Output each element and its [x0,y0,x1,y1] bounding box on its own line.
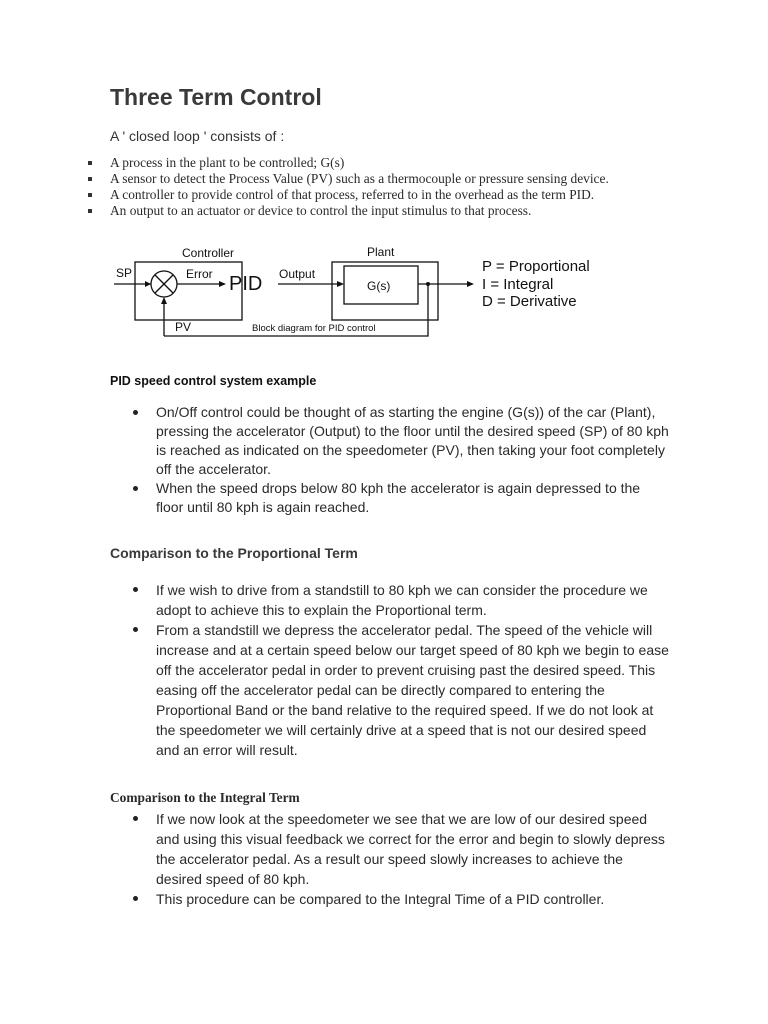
gs-label: G(s) [367,279,391,293]
plant-label: Plant [367,245,395,259]
page-title: Three Term Control [110,84,322,110]
list-item: When the speed drops below 80 kph the accelerator is again depressed to the floor until 80 kph is again reached. [130,479,670,517]
list-item: A sensor to detect the Process Value (PV) such as a thermocouple or pressure sensing device. [88,171,668,187]
pid-block-diagram [112,240,612,340]
controller-label: Controller [182,246,235,260]
proportional-list [130,580,670,760]
pid-label: PID [229,273,263,295]
list-item: A process in the plant to be controlled; G(s) [88,155,668,171]
list-item: An output to an actuator or device to control the input stimulus to that process. [88,203,668,219]
list-item: If we now look at the speedometer we see that we are low of our desired speed and using this visual feedback we correct for the error and begin to slowly depress the accelerator pedal. As a result our speed slowly increases to achieve the desired speed of 80 kph. [130,809,670,889]
list-item: From a standstill we depress the accelerator pedal. The speed of the vehicle will increase and at a certain speed below our target speed of 80 kph we begin to ease off the accelerator pedal in order to prevent cruising past the desired speed. This easing off the accelerator pedal can be directly compared to entering the Proportional Band or the band relative to the required speed. If we do not look at the speedometer we will certainly drive at a speed that is not our desired speed and an error will result. [130,620,670,760]
integral-list [130,809,670,909]
example-list [130,403,670,517]
sp-label: SP [116,266,133,280]
legend-d: D = Derivative [482,293,577,310]
pv-label: PV [175,320,192,334]
diagram-caption: Block diagram for PID control [252,323,376,334]
integral-heading: Comparison to the Integral Term [110,790,300,805]
legend-i: I = Integral [482,276,554,293]
list-item: On/Off control could be thought of as starting the engine (G(s)) of the car (Plant), pressing the accelerator (Output) to the floor until the desired speed (SP) of 80 kph is reached as indicated on the speedometer (PV), then taking your foot completely off the accelerator. [130,403,670,479]
intro-text: A ' closed loop ' consists of : [110,128,285,144]
error-label: Error [186,267,213,281]
list-item: If we wish to drive from a standstill to 80 kph we can consider the procedure we adopt to achieve this to explain the Proportional term. [130,580,670,620]
list-item: This procedure can be compared to the Integral Time of a PID controller. [130,889,670,909]
components-list [88,155,668,219]
proportional-heading: Comparison to the Proportional Term [110,545,358,561]
list-item: A controller to provide control of that process, referred to in the overhead as the term PID. [88,187,668,203]
example-heading: PID speed control system example [110,374,317,388]
legend-p: P = Proportional [482,258,590,275]
output-label: Output [279,267,316,281]
